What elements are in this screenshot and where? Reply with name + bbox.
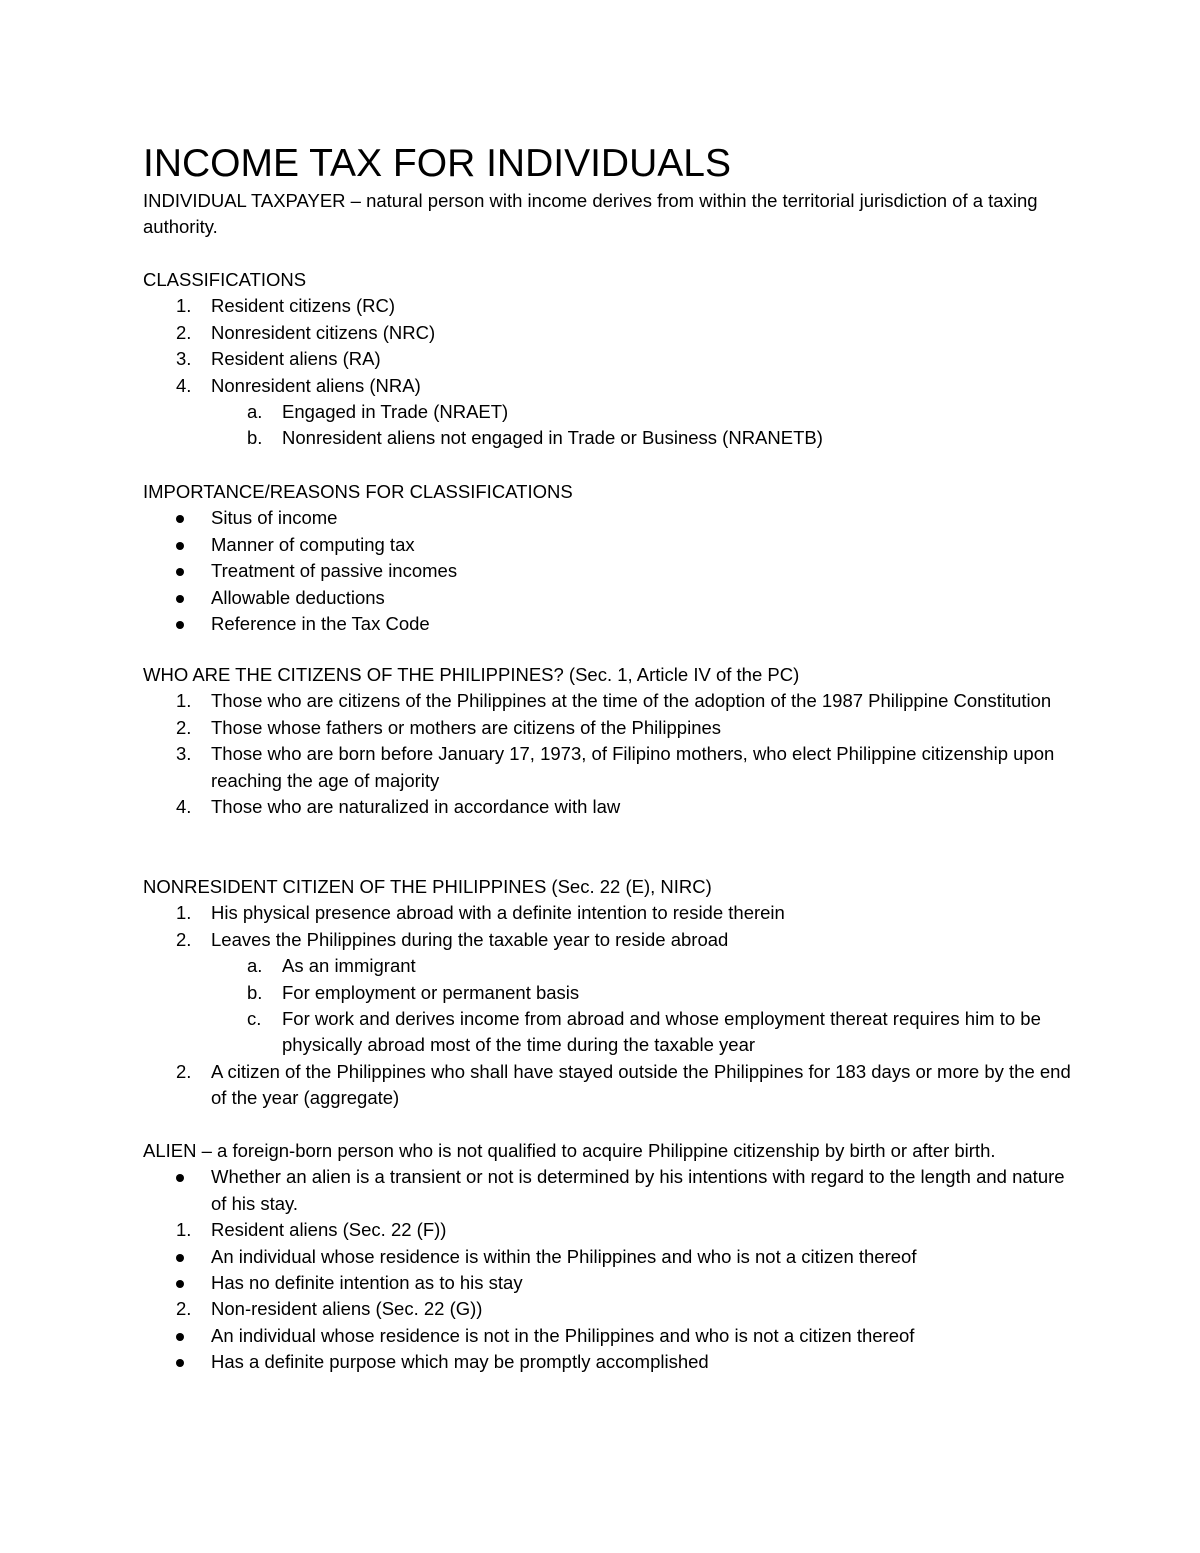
- list-item-text: Those who are naturalized in accordance with law: [211, 796, 621, 818]
- list-marker: 1.: [176, 690, 192, 712]
- bullet-icon: [176, 595, 184, 603]
- section-heading: NONRESIDENT CITIZEN OF THE PHILIPPINES (Sec. 22 (E), NIRC): [143, 876, 712, 897]
- section-heading: WHO ARE THE CITIZENS OF THE PHILIPPINES? (Sec. 1, Article IV of the PC): [143, 664, 800, 685]
- list-item: [143, 558, 1073, 584]
- list-item-text: For work and derives income from abroad and whose employment thereat requires him to be physically abroad most of the time during the taxable year: [282, 1008, 1041, 1056]
- list-item: [143, 293, 1073, 319]
- list-item: [143, 1059, 1073, 1112]
- list-item-text: Manner of computing tax: [211, 533, 415, 555]
- list-item-text: An individual whose residence is not in the Philippines and who is not a citizen thereof: [211, 1324, 915, 1346]
- list-item: [143, 1244, 1073, 1270]
- list-marker: 3.: [176, 743, 192, 765]
- list-marker: 2.: [176, 1060, 192, 1082]
- list-item-text: Has no definite intention as to his stay: [211, 1272, 523, 1294]
- list-item-text: Has a definite purpose which may be promptly accomplished: [211, 1351, 709, 1373]
- list-item: [143, 688, 1073, 714]
- section-heading: ALIEN – a foreign-born person who is not qualified to acquire Philippine citizenship by birth or after birth.: [143, 1140, 996, 1161]
- intro-paragraph: INDIVIDUAL TAXPAYER – natural person with income derives from within the territorial jurisdiction of a taxing authority.: [143, 190, 1038, 238]
- list-item: [143, 794, 1073, 820]
- list-item: [143, 1349, 1073, 1375]
- list-item: [143, 505, 1073, 531]
- list-item-text: Allowable deductions: [211, 586, 385, 608]
- list-item-text: Nonresident aliens not engaged in Trade or Business (NRANETB): [282, 427, 823, 449]
- list-item: [143, 1164, 1073, 1217]
- section-heading: CLASSIFICATIONS: [143, 269, 307, 290]
- list-item: [143, 1323, 1073, 1349]
- list-marker: b.: [247, 981, 263, 1003]
- list-item-text: Resident aliens (Sec. 22 (F)): [211, 1219, 447, 1241]
- bullet-icon: [176, 1359, 184, 1367]
- list-item: [143, 927, 1073, 953]
- list-marker: 2.: [176, 716, 192, 738]
- list-item-text: Those who are citizens of the Philippines at the time of the adoption of the 1987 Philippine Constitution: [211, 690, 1052, 712]
- section-heading: IMPORTANCE/REASONS FOR CLASSIFICATIONS: [143, 481, 573, 502]
- bullet-icon: [176, 1254, 184, 1262]
- list-item-text: Resident citizens (RC): [211, 295, 396, 317]
- list-marker: 4.: [176, 374, 192, 396]
- sub-list-item: [143, 425, 1073, 451]
- bullet-icon: [176, 1174, 184, 1182]
- list-item: [143, 611, 1073, 637]
- sub-list-item: [143, 980, 1073, 1006]
- list-item-text: Those who are born before January 17, 1973, of Filipino mothers, who elect Philippine citizenship upon reaching the age of majority: [211, 743, 1055, 791]
- list-item-text: An individual whose residence is within the Philippines and who is not a citizen thereof: [211, 1245, 917, 1267]
- list-item: [143, 900, 1073, 926]
- section-alien: [143, 1138, 1073, 1376]
- list-marker: 2.: [176, 321, 192, 343]
- bullet-icon: [176, 1280, 184, 1288]
- list-item-text: Leaves the Philippines during the taxable year to reside abroad: [211, 928, 729, 950]
- list-marker: a.: [247, 955, 263, 977]
- sub-list-item: [143, 1006, 1073, 1059]
- list-item: [143, 346, 1073, 372]
- section-nonresident-citizen: [143, 874, 1073, 1112]
- list-item: [143, 741, 1073, 794]
- list-item-text: Treatment of passive incomes: [211, 560, 458, 582]
- list-marker: b.: [247, 427, 263, 449]
- sub-list-item: [143, 953, 1073, 979]
- section-citizens: [143, 662, 1073, 820]
- list-marker: c.: [247, 1008, 262, 1030]
- list-marker: 1.: [176, 902, 192, 924]
- bullet-icon: [176, 515, 184, 523]
- list-item-text: For employment or permanent basis: [282, 981, 580, 1003]
- section-importance: [143, 479, 1073, 637]
- list-item: [143, 715, 1073, 741]
- list-item-text: A citizen of the Philippines who shall have stayed outside the Philippines for 183 days or more by the end of the year (aggregate): [211, 1060, 1071, 1109]
- list-marker: 4.: [176, 796, 192, 818]
- list-item: [143, 1217, 1073, 1243]
- document-title: INCOME TAX FOR INDIVIDUALS: [143, 142, 731, 185]
- bullet-icon: [176, 621, 184, 629]
- list-marker: a.: [247, 401, 263, 423]
- sub-list-item: [143, 399, 1073, 425]
- list-item: [143, 532, 1073, 558]
- list-item-text: Reference in the Tax Code: [211, 613, 430, 635]
- list-item: [143, 1296, 1073, 1322]
- list-item: [143, 585, 1073, 611]
- bullet-icon: [176, 1333, 184, 1341]
- list-item-text: Non-resident aliens (Sec. 22 (G)): [211, 1298, 483, 1320]
- list-marker: 1.: [176, 295, 192, 317]
- list-item-text: Whether an alien is a transient or not is determined by his intentions with regard to the length and nature of his stay.: [211, 1166, 1065, 1214]
- list-marker: 2.: [176, 1298, 192, 1320]
- list-item: [143, 320, 1073, 346]
- list-item-text: His physical presence abroad with a definite intention to reside therein: [211, 902, 785, 924]
- list-marker: 1.: [176, 1219, 192, 1241]
- list-item-text: Those whose fathers or mothers are citizens of the Philippines: [211, 716, 722, 738]
- section-classifications: [143, 267, 1073, 452]
- bullet-icon: [176, 568, 184, 576]
- list-item-text: Nonresident aliens (NRA): [211, 374, 421, 396]
- list-item: [143, 373, 1073, 399]
- list-marker: 2.: [176, 928, 192, 950]
- list-marker: 3.: [176, 348, 192, 370]
- list-item-text: Situs of income: [211, 507, 338, 529]
- list-item-text: Resident aliens (RA): [211, 348, 381, 370]
- list-item-text: Nonresident citizens (NRC): [211, 321, 436, 343]
- list-item: [143, 1270, 1073, 1296]
- bullet-icon: [176, 542, 184, 550]
- list-item-text: Engaged in Trade (NRAET): [282, 401, 509, 423]
- list-item-text: As an immigrant: [282, 955, 416, 977]
